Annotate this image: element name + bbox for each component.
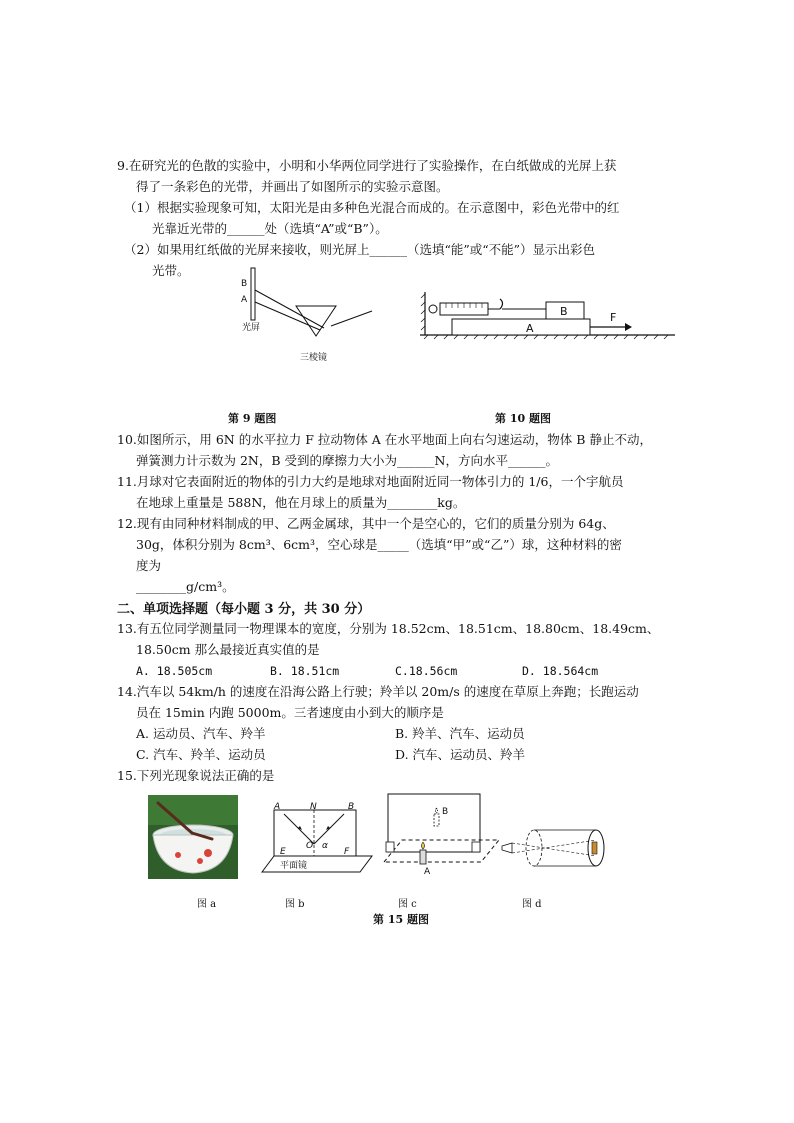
light-ray-bottom [512,840,596,853]
q14-option-b: B. 羚羊、汽车、运动员 [395,726,525,741]
q14-line1: 14.汽车以 54km/h 的速度在沿海公路上行驶；羚羊以 20m/s 的速度在草原上奔跑；长跑运动 [117,684,639,699]
q10-line1: 10.如图所示，用 6N 的水平拉力 F 拉动物体 A 在水平地面上向右匀速运动，物体 B 静止不动， [117,432,652,447]
candle-a [420,850,426,864]
camera-front [526,830,542,866]
fig-b-label-b: B [348,802,355,812]
fig-c-caption: 图 c [398,899,417,910]
q12-line2: 30g，体积分别为 8cm³、6cm³，空心球是_____（选填“甲”或“乙”）球，这种材料的密 [136,537,622,552]
fig-b-mirror-label: 平面镜 [280,861,308,871]
wall-hatch [421,294,425,330]
q12-line4: ________g/cm³。 [136,579,235,594]
ground-hatch [424,335,668,339]
inverted-image [592,842,597,854]
light-screen [251,268,255,320]
q12-line3: 度为 [136,558,162,573]
q13-line2: 18.50cm 那么最接近真实值的是 [136,642,320,657]
fig-a-caption: 图 a [197,899,217,910]
fig-b-label-f: F [344,847,350,857]
candle-object [502,843,512,853]
fig-d-caption: 图 d [522,899,542,910]
section2-title: 二、单项选择题（每小题 3 分，共 30 分） [117,602,371,617]
q15-figure-d [498,826,610,870]
table-plane [384,840,499,862]
candle-image-b [434,814,439,826]
incident-ray [331,311,372,326]
wall-ring [429,305,437,313]
fig-c-label-b: B [442,807,449,817]
q9-line2: 得了一条彩色的光带，并画出了如图所示的实验示意图。 [136,179,449,194]
q9-line1: 9.在研究光的色散的实验中，小明和小华两位同学进行了实验操作，在白纸做成的光屏上获 [117,158,617,173]
q9-caption: 第 9 题图 [228,412,277,425]
q13-option-a: A. 18.505cm [136,664,213,678]
label-a: A [241,295,248,305]
screen-label: 光屏 [242,323,261,333]
block-a [452,319,590,335]
plate-stand-right [472,842,480,852]
flower-pattern [204,849,212,857]
fig-b-caption: 图 b [285,899,305,910]
fig-b-label-n: N [310,802,317,812]
q10-line2: 弹簧测力计示数为 2N，B 受到的摩擦力大小为______N，方向水平______。 [136,453,558,468]
label-force: F [610,311,617,324]
light-ray-top [512,843,596,856]
q9-sub1-line2: 光靠近光带的______处（选填“A”或“B”）。 [152,221,388,236]
label-b: B [241,279,248,289]
q14-line2: 员在 15min 内跑 5000m。三者速度由小到大的顺序是 [136,705,444,720]
force-arrowhead [625,323,632,331]
fig-b-label-o: O [306,841,314,851]
q15-figure-c [384,790,499,880]
q12-line1: 12.现有由同种材料制成的甲、乙两金属球，其中一个是空心的，它们的质量分别为 64g、 [117,516,615,531]
q9-figure [236,266,386,366]
label-block-b: B [560,305,568,318]
q15-line1: 15.下列光现象说法正确的是 [117,768,275,783]
q14-option-c: C. 汽车、羚羊、运动员 [136,747,266,762]
hook [500,299,503,309]
q15-caption: 第 15 题图 [373,913,429,926]
q14-option-d: D. 汽车、运动员、羚羊 [395,747,526,762]
q13-line1: 13.有五位同学测量同一物理课本的宽度，分别为 18.52cm、18.51cm、18.80cm、18.49cm、 [117,621,660,636]
prism-label: 三棱镜 [300,353,328,363]
q9-sub1-line1: （1）根据实验现象可知，太阳光是由多种色光混合而成的。在示意图中，彩色光带中的红 [124,200,620,215]
q15-figure-a [148,795,238,879]
q13-option-c: C.18.56cm [395,664,458,678]
fig-b-label-e: E [280,847,286,857]
fig-b-label-a: A [274,802,281,812]
prism [296,306,336,336]
q13-option-b: B. 18.51cm [270,664,340,678]
candle-flame [422,842,425,849]
q10-caption: 第 10 题图 [495,412,551,425]
fig-c-label-a: A [424,867,431,877]
mirror [262,856,372,872]
q11-line2: 在地球上重量是 588N，他在月球上的质量为________kg。 [136,495,466,510]
q14-option-a: A. 运动员、汽车、羚羊 [136,726,266,741]
label-block-a: A [526,322,534,335]
q9-sub2-line1: （2）如果用红纸做的光屏来接收，则光屏上______（选填“能”或“不能”）显示出彩色 [124,242,596,257]
q10-figure [420,290,680,340]
q9-sub2-line2: 光带。 [152,263,190,278]
plate-stand-left [386,842,394,852]
q11-line1: 11.月球对它表面附近的物体的引力大约是地球对地面附近同一物体引力的 1/6，一个宇航员 [117,474,624,489]
fig-b-label-alpha: α [322,841,328,851]
q13-option-d: D. 18.564cm [522,664,599,678]
q15-figure-b [262,800,372,880]
